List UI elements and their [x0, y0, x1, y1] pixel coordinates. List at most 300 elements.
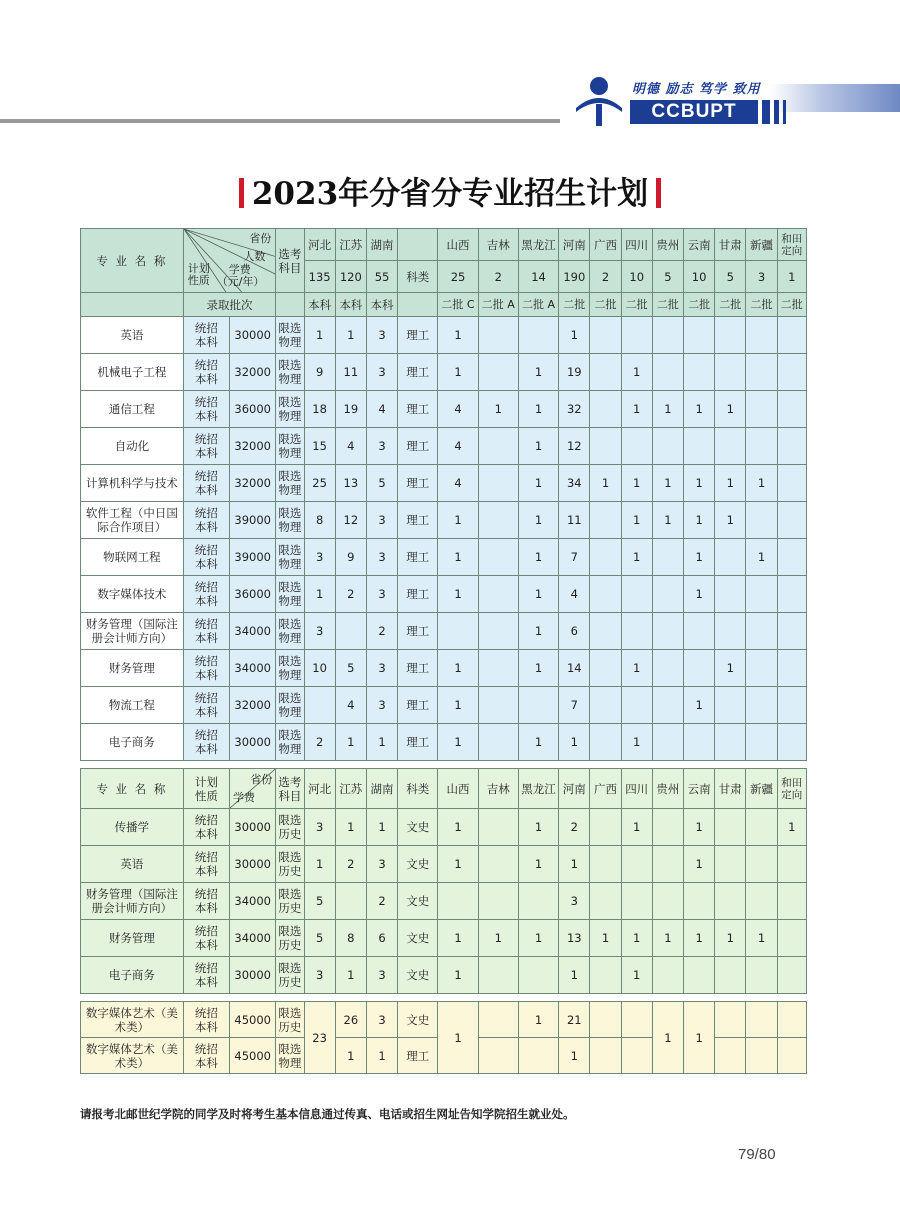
subject-req: 限选物理 — [276, 354, 304, 391]
plan-type: 统招本科 — [183, 1002, 229, 1038]
count-cell: 1 — [518, 354, 558, 391]
count-hebei: 5 — [304, 883, 335, 920]
count-cell — [777, 354, 806, 391]
category: 理工 — [398, 391, 438, 428]
count-cell — [478, 317, 518, 354]
count-cell — [478, 613, 518, 650]
province-total: 135 — [304, 261, 335, 293]
count-cell — [478, 354, 518, 391]
major-name: 软件工程（中日国际合作项目） — [81, 502, 184, 539]
count-cell — [590, 957, 621, 994]
count-cell — [715, 809, 746, 846]
count-cell: 1 — [518, 465, 558, 502]
count-cell — [590, 613, 621, 650]
count-cell — [746, 957, 777, 994]
art-row — [81, 1002, 807, 1038]
count-cell: 1 — [438, 957, 478, 994]
count-cell — [590, 428, 621, 465]
count-cell: 1 — [438, 650, 478, 687]
count-cell — [715, 1038, 746, 1074]
count-cell: 1 — [621, 465, 652, 502]
count-cell: 1 — [684, 687, 715, 724]
count-cell — [746, 576, 777, 613]
category: 理工 — [398, 317, 438, 354]
count-cell — [590, 354, 621, 391]
major-name: 数字媒体艺术（美术类） — [81, 1002, 184, 1038]
count-cell — [478, 809, 518, 846]
count-cell — [590, 317, 621, 354]
plan-type: 统招本科 — [183, 957, 229, 994]
count-cell: 1 — [684, 502, 715, 539]
count-cell — [715, 354, 746, 391]
section-gap — [81, 994, 807, 1002]
count-hebei: 18 — [304, 391, 335, 428]
admission-plan-table — [80, 228, 807, 1074]
batch-cell: 本科 — [366, 293, 397, 317]
count-cell: 1 — [559, 957, 590, 994]
count-cell: 1 — [621, 650, 652, 687]
count-hunan: 3 — [366, 687, 397, 724]
count-cell: 1 — [746, 539, 777, 576]
province-header: 河北 — [304, 229, 335, 261]
count-hunan: 2 — [366, 883, 397, 920]
plan-type: 统招本科 — [183, 502, 229, 539]
count-cell — [777, 539, 806, 576]
count-cell — [478, 883, 518, 920]
school-logo — [572, 74, 770, 126]
count-cell — [621, 613, 652, 650]
tuition: 34000 — [230, 883, 276, 920]
count-cell — [652, 317, 683, 354]
head-subject: 选考科目 — [276, 229, 304, 293]
province-header: 河北 — [304, 769, 335, 809]
count-cell: 2 — [559, 809, 590, 846]
province-total: 120 — [335, 261, 366, 293]
page-title-text: 2023年分省分专业招生计划 — [251, 176, 649, 212]
count-cell: 1 — [684, 539, 715, 576]
subject-req: 限选物理 — [276, 650, 304, 687]
arts-header-row — [81, 769, 807, 809]
category: 文史 — [398, 957, 438, 994]
tuition: 30000 — [230, 846, 276, 883]
batch-row — [81, 293, 807, 317]
count-cell: 1 — [478, 391, 518, 428]
subject-req: 限选物理 — [276, 687, 304, 724]
count-cell — [652, 354, 683, 391]
count-jiangsu: 4 — [335, 687, 366, 724]
count-cell — [518, 1038, 558, 1074]
province-header: 和田定向 — [777, 229, 806, 261]
gap-cell — [81, 994, 807, 1002]
count-cell: 1 — [684, 576, 715, 613]
count-cell — [777, 502, 806, 539]
count-hunan: 3 — [366, 576, 397, 613]
science-row — [81, 354, 807, 391]
count-cell — [746, 502, 777, 539]
count-cell — [652, 650, 683, 687]
count-jiangsu: 1 — [335, 317, 366, 354]
count-jiangsu: 19 — [335, 391, 366, 428]
count-cell — [590, 1038, 621, 1074]
count-cell: 1 — [746, 465, 777, 502]
subject-req: 限选物理 — [276, 428, 304, 465]
count-cell: 1 — [777, 809, 806, 846]
count-jiangsu: 4 — [335, 428, 366, 465]
count-cell: 19 — [559, 354, 590, 391]
count-cell: 1 — [621, 957, 652, 994]
count-cell: 4 — [438, 391, 478, 428]
count-hunan: 1 — [366, 724, 397, 761]
province-header: 云南 — [684, 769, 715, 809]
count-cell: 32 — [559, 391, 590, 428]
count-hunan: 3 — [366, 1002, 397, 1038]
count-cell — [777, 613, 806, 650]
count-cell: 1 — [684, 391, 715, 428]
count-cell: 1 — [652, 920, 683, 957]
count-hebei: 3 — [304, 613, 335, 650]
batch-cell: 二批 — [715, 293, 746, 317]
brand-name: CCBUPT — [630, 100, 758, 124]
tuition: 34000 — [230, 920, 276, 957]
count-cell: 1 — [518, 920, 558, 957]
batch-cell: 二批 A — [478, 293, 518, 317]
count-cell — [652, 576, 683, 613]
count-heilongjiang: 1 — [518, 1002, 558, 1038]
tuition: 32000 — [230, 465, 276, 502]
count-cell — [777, 687, 806, 724]
count-cell — [652, 809, 683, 846]
count-cell — [746, 1038, 777, 1074]
count-cell — [777, 428, 806, 465]
arts-row — [81, 846, 807, 883]
count-cell: 1 — [652, 502, 683, 539]
count-cell — [621, 317, 652, 354]
count-cell — [621, 883, 652, 920]
province-header: 贵州 — [652, 769, 683, 809]
province-header: 湖南 — [366, 769, 397, 809]
count-hebei: 3 — [304, 809, 335, 846]
count-cell — [777, 724, 806, 761]
province-header: 贵州 — [652, 229, 683, 261]
footnote: 请报考北邮世纪学院的同学及时将考生基本信息通过传真、电话或招生网址告知学院招生就业处。 — [80, 1107, 575, 1121]
count-cell — [478, 1002, 518, 1038]
count-cell — [478, 650, 518, 687]
count-cell: 1 — [715, 920, 746, 957]
batch-cell: 二批 — [621, 293, 652, 317]
count-cell — [746, 317, 777, 354]
count-cell — [590, 539, 621, 576]
count-cell — [777, 650, 806, 687]
major-name: 物联网工程 — [81, 539, 184, 576]
header-rule — [0, 119, 560, 123]
brand-plate — [630, 100, 806, 124]
count-hunan: 1 — [366, 809, 397, 846]
gap-cell — [81, 761, 807, 769]
count-cell — [746, 613, 777, 650]
province-header: 甘肃 — [715, 769, 746, 809]
count-cell — [590, 391, 621, 428]
batch-cell: 二批 A — [518, 293, 558, 317]
head-plan-type: 计划性质 — [187, 262, 210, 287]
head-fee: 学费 — [233, 791, 256, 804]
category: 文史 — [398, 1002, 438, 1038]
section-gap — [81, 761, 807, 769]
subject-req: 限选历史 — [276, 957, 304, 994]
count-hebei: 3 — [304, 539, 335, 576]
count-jiangsu: 1 — [335, 724, 366, 761]
blank-cell — [81, 293, 184, 317]
batch-cell: 二批 — [652, 293, 683, 317]
province-total: 2 — [478, 261, 518, 293]
count-cell — [715, 576, 746, 613]
province-header: 江苏 — [335, 769, 366, 809]
count-cell — [777, 465, 806, 502]
tuition: 30000 — [230, 957, 276, 994]
major-name: 财务管理（国际注册会计师方向） — [81, 883, 184, 920]
count-hebei: 3 — [304, 957, 335, 994]
plan-type: 统招本科 — [183, 920, 229, 957]
count-jiangsu — [335, 613, 366, 650]
category: 理工 — [398, 502, 438, 539]
province-header: 云南 — [684, 229, 715, 261]
count-cell: 1 — [684, 809, 715, 846]
count-cell: 1 — [559, 724, 590, 761]
province-header: 四川 — [621, 769, 652, 809]
count-cell — [590, 809, 621, 846]
count-cell: 1 — [518, 576, 558, 613]
count-cell — [621, 576, 652, 613]
province-total: 10 — [684, 261, 715, 293]
count-cell — [621, 1002, 652, 1038]
count-cell — [715, 428, 746, 465]
count-cell: 1 — [438, 809, 478, 846]
count-cell — [518, 687, 558, 724]
province-total: 25 — [438, 261, 478, 293]
count-jiangsu: 2 — [335, 846, 366, 883]
count-cell: 1 — [438, 687, 478, 724]
count-cell: 1 — [621, 809, 652, 846]
count-cell — [652, 428, 683, 465]
head-category: 科类 — [398, 261, 438, 293]
province-header: 甘肃 — [715, 229, 746, 261]
brand-stripe — [783, 100, 786, 124]
count-cell — [746, 809, 777, 846]
count-cell: 12 — [559, 428, 590, 465]
count-jiangsu: 13 — [335, 465, 366, 502]
count-hunan: 3 — [366, 502, 397, 539]
province-header: 黑龙江 — [518, 769, 558, 809]
count-cell: 1 — [438, 576, 478, 613]
count-hebei: 9 — [304, 354, 335, 391]
subject-req: 限选历史 — [276, 809, 304, 846]
count-hebei: 1 — [304, 317, 335, 354]
count-cell — [684, 957, 715, 994]
count-cell: 1 — [518, 539, 558, 576]
category: 理工 — [398, 613, 438, 650]
count-hunan: 3 — [366, 428, 397, 465]
count-hunan: 6 — [366, 920, 397, 957]
count-cell: 3 — [559, 883, 590, 920]
subject-req: 限选历史 — [276, 883, 304, 920]
count-cell — [746, 724, 777, 761]
plan-type: 统招本科 — [183, 687, 229, 724]
subject-req: 限选物理 — [276, 1038, 304, 1074]
arts-row — [81, 957, 807, 994]
count-cell — [478, 957, 518, 994]
count-cell — [590, 724, 621, 761]
page-number: 79/80 — [738, 1146, 776, 1163]
count-cell — [715, 613, 746, 650]
head-category: 科类 — [398, 769, 438, 809]
count-cell: 1 — [684, 846, 715, 883]
count-cell — [715, 317, 746, 354]
count-cell — [652, 539, 683, 576]
count-yunnan: 1 — [684, 1002, 715, 1074]
tuition: 36000 — [230, 391, 276, 428]
count-cell — [777, 846, 806, 883]
count-shanxi: 1 — [438, 1002, 478, 1074]
count-cell — [652, 846, 683, 883]
count-hunan: 3 — [366, 957, 397, 994]
major-name: 自动化 — [81, 428, 184, 465]
count-hebei: 5 — [304, 920, 335, 957]
count-cell: 7 — [559, 687, 590, 724]
arts-row — [81, 883, 807, 920]
count-hebei: 8 — [304, 502, 335, 539]
subject-req: 限选物理 — [276, 391, 304, 428]
count-cell — [746, 650, 777, 687]
count-cell — [478, 465, 518, 502]
title-mark-left — [239, 178, 244, 208]
plan-type: 统招本科 — [183, 809, 229, 846]
brand-stripe — [762, 100, 770, 124]
count-hebei: 25 — [304, 465, 335, 502]
count-cell — [777, 920, 806, 957]
category: 文史 — [398, 809, 438, 846]
count-jiangsu: 11 — [335, 354, 366, 391]
batch-cell: 本科 — [304, 293, 335, 317]
science-row — [81, 650, 807, 687]
count-cell: 1 — [518, 502, 558, 539]
count-cell — [478, 576, 518, 613]
count-cell: 1 — [590, 920, 621, 957]
count-hebei: 1 — [304, 846, 335, 883]
province-header: 河南 — [559, 769, 590, 809]
subject-req: 限选物理 — [276, 317, 304, 354]
school-motto: 明德 励志 笃学 致用 — [632, 82, 761, 97]
science-row — [81, 428, 807, 465]
count-cell — [621, 1038, 652, 1074]
major-name: 计算机科学与技术 — [81, 465, 184, 502]
count-cell — [590, 502, 621, 539]
count-cell — [715, 687, 746, 724]
count-cell — [715, 846, 746, 883]
count-cell: 4 — [438, 428, 478, 465]
batch-cell: 二批 — [559, 293, 590, 317]
count-cell: 1 — [590, 465, 621, 502]
count-cell — [684, 317, 715, 354]
major-name: 财务管理 — [81, 650, 184, 687]
province-header: 吉林 — [478, 769, 518, 809]
count-cell — [715, 1002, 746, 1038]
major-name: 财务管理 — [81, 920, 184, 957]
count-cell: 1 — [438, 502, 478, 539]
tuition: 36000 — [230, 576, 276, 613]
count-henan: 21 — [559, 1002, 590, 1038]
count-cell — [438, 883, 478, 920]
plan-type: 统招本科 — [183, 883, 229, 920]
count-hunan: 4 — [366, 391, 397, 428]
count-cell — [715, 724, 746, 761]
major-name: 电子商务 — [81, 724, 184, 761]
province-header: 新疆 — [746, 769, 777, 809]
category: 理工 — [398, 465, 438, 502]
count-cell — [684, 724, 715, 761]
count-cell — [590, 576, 621, 613]
count-cell — [777, 883, 806, 920]
major-name: 电子商务 — [81, 957, 184, 994]
plan-type: 统招本科 — [183, 465, 229, 502]
plan-type: 统招本科 — [183, 539, 229, 576]
count-cell — [746, 1002, 777, 1038]
science-row — [81, 502, 807, 539]
count-cell: 1 — [652, 391, 683, 428]
blank-cell — [276, 293, 304, 317]
category: 理工 — [398, 539, 438, 576]
count-cell: 1 — [559, 317, 590, 354]
count-cell: 1 — [621, 391, 652, 428]
count-cell: 11 — [559, 502, 590, 539]
count-cell: 1 — [438, 846, 478, 883]
category: 理工 — [398, 650, 438, 687]
major-name: 数字媒体艺术（美术类） — [81, 1038, 184, 1074]
count-cell — [746, 391, 777, 428]
tuition: 34000 — [230, 613, 276, 650]
count-hebei: 10 — [304, 650, 335, 687]
major-name: 通信工程 — [81, 391, 184, 428]
count-cell: 1 — [715, 391, 746, 428]
count-cell: 1 — [478, 920, 518, 957]
count-cell — [777, 391, 806, 428]
count-cell: 1 — [621, 724, 652, 761]
count-cell — [746, 428, 777, 465]
count-cell — [590, 687, 621, 724]
tuition: 32000 — [230, 428, 276, 465]
head-count: 人数 — [243, 250, 266, 263]
count-cell — [621, 846, 652, 883]
science-row — [81, 465, 807, 502]
count-cell: 1 — [652, 465, 683, 502]
header-row — [81, 229, 807, 261]
tuition: 39000 — [230, 539, 276, 576]
count-cell — [478, 724, 518, 761]
count-cell: 34 — [559, 465, 590, 502]
tuition: 39000 — [230, 502, 276, 539]
count-jiangsu: 5 — [335, 650, 366, 687]
province-header: 山西 — [438, 229, 478, 261]
tuition: 45000 — [230, 1038, 276, 1074]
count-cell — [715, 539, 746, 576]
count-cell: 1 — [438, 317, 478, 354]
count-hunan: 2 — [366, 613, 397, 650]
plan-type: 统招本科 — [183, 724, 229, 761]
count-cell: 14 — [559, 650, 590, 687]
tuition: 30000 — [230, 724, 276, 761]
category: 理工 — [398, 576, 438, 613]
science-row — [81, 539, 807, 576]
province-header: 广西 — [590, 769, 621, 809]
province-total: 5 — [715, 261, 746, 293]
